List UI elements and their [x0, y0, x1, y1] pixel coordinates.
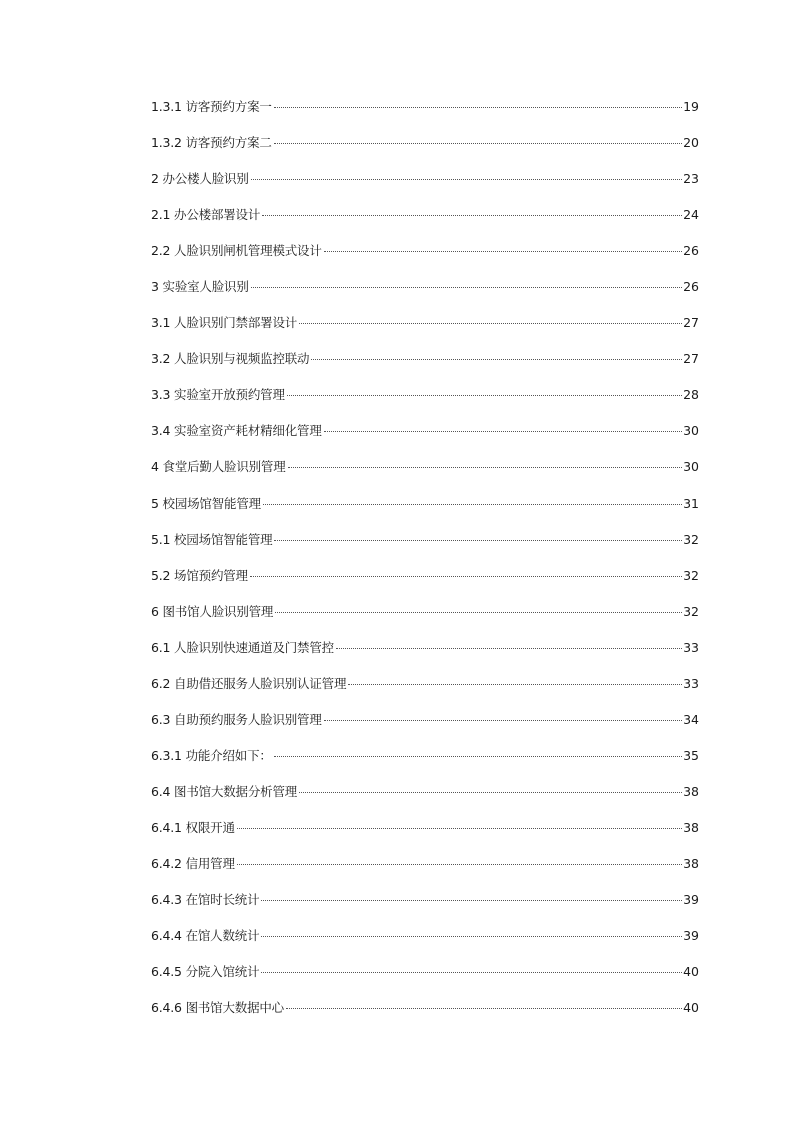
toc-entry[interactable] — [151, 493, 699, 529]
toc-entry-title[interactable]: 5.1 校园场馆智能管理 — [151, 531, 273, 547]
toc-entry-page[interactable]: 39 — [683, 928, 699, 944]
toc-entry-page[interactable]: 23 — [683, 171, 699, 187]
toc-entry[interactable] — [151, 673, 699, 709]
dot-leader — [336, 648, 682, 649]
dot-leader — [274, 143, 682, 144]
toc-entry-page[interactable]: 39 — [683, 892, 699, 908]
toc-entry-title[interactable]: 6.1 人脸识别快速通道及门禁管控 — [151, 639, 334, 655]
toc-entry-title[interactable]: 6.4.1 权限开通 — [151, 819, 235, 835]
toc-entry-page[interactable]: 33 — [683, 639, 699, 655]
dot-leader — [286, 1008, 682, 1009]
dot-leader — [274, 540, 682, 541]
toc-entry-title[interactable]: 1.3.1 访客预约方案一 — [151, 99, 272, 114]
toc-entry[interactable] — [151, 276, 699, 312]
toc-entry-page[interactable]: 32 — [683, 567, 699, 583]
toc-entry-title[interactable]: 6.4 图书馆大数据分析管理 — [151, 783, 298, 799]
toc-entry[interactable] — [151, 312, 699, 348]
toc-entry-title[interactable]: 2.2 人脸识别闸机管理模式设计 — [151, 243, 322, 259]
toc-entry-page[interactable]: 31 — [683, 495, 699, 511]
dot-leader — [251, 287, 682, 288]
dot-leader — [261, 936, 682, 937]
toc-entry-title[interactable]: 6.4.5 分院入馆统计 — [151, 964, 260, 980]
dot-leader — [275, 612, 682, 613]
dot-leader — [311, 359, 682, 360]
toc-entry[interactable] — [151, 132, 699, 168]
dot-leader — [274, 756, 682, 757]
toc-entry[interactable] — [151, 817, 699, 853]
toc-entry[interactable] — [151, 348, 699, 384]
toc-entry[interactable] — [151, 961, 699, 997]
toc-entry[interactable] — [151, 168, 699, 204]
toc-entry-page[interactable]: 40 — [683, 1000, 699, 1016]
toc-entry-title[interactable]: 3.4 实验室资产耗材精细化管理 — [151, 423, 322, 439]
toc-entry-page[interactable]: 24 — [683, 207, 699, 223]
dot-leader — [274, 107, 682, 108]
toc-entry-page[interactable]: 26 — [683, 243, 699, 259]
toc-entry-title[interactable]: 6.4.3 在馆时长统计 — [151, 892, 260, 908]
toc-entry[interactable] — [151, 745, 699, 781]
toc-entry[interactable] — [151, 420, 699, 456]
dot-leader — [299, 323, 682, 324]
dot-leader — [263, 504, 682, 505]
toc-entry-page[interactable]: 30 — [683, 423, 699, 439]
toc-entry-title[interactable]: 6.3.1 功能介绍如下： — [151, 747, 272, 763]
toc-entry[interactable] — [151, 781, 699, 817]
dot-leader — [237, 828, 682, 829]
dot-leader — [237, 864, 682, 865]
toc-entry-title[interactable]: 4 食堂后勤人脸识别管理 — [151, 459, 286, 475]
toc-entry-page[interactable]: 27 — [683, 315, 699, 331]
dot-leader — [261, 972, 682, 973]
toc-entry-page[interactable]: 20 — [683, 135, 699, 151]
toc-entry-title[interactable]: 6.4.6 图书馆大数据中心 — [151, 1000, 284, 1016]
dot-leader — [324, 720, 682, 721]
table-of-contents — [151, 96, 699, 1033]
toc-entry-page[interactable]: 19 — [683, 99, 699, 114]
toc-entry-title[interactable]: 2 办公楼人脸识别 — [151, 171, 249, 187]
toc-entry-title[interactable]: 3.2 人脸识别与视频监控联动 — [151, 351, 310, 367]
toc-entry[interactable] — [151, 456, 699, 492]
dot-leader — [348, 684, 682, 685]
dot-leader — [287, 395, 682, 396]
dot-leader — [251, 179, 682, 180]
toc-entry[interactable] — [151, 204, 699, 240]
dot-leader — [324, 251, 682, 252]
toc-entry-page[interactable]: 32 — [683, 531, 699, 547]
toc-entry-page[interactable]: 33 — [683, 675, 699, 691]
dot-leader — [288, 467, 683, 468]
dot-leader — [324, 431, 682, 432]
dot-leader — [299, 792, 682, 793]
toc-entry-page[interactable]: 38 — [683, 783, 699, 799]
toc-entry[interactable] — [151, 96, 699, 132]
toc-entry[interactable] — [151, 997, 699, 1033]
toc-entry-title[interactable]: 5.2 场馆预约管理 — [151, 567, 248, 583]
toc-entry[interactable] — [151, 889, 699, 925]
toc-entry-page[interactable]: 38 — [683, 819, 699, 835]
toc-entry-page[interactable]: 34 — [683, 711, 699, 727]
toc-entry-title[interactable]: 6.4.2 信用管理 — [151, 855, 235, 871]
toc-entry-title[interactable]: 6 图书馆人脸识别管理 — [151, 603, 274, 619]
toc-entry-title[interactable]: 6.4.4 在馆人数统计 — [151, 928, 260, 944]
toc-entry[interactable] — [151, 853, 699, 889]
toc-entry-title[interactable]: 3.1 人脸识别门禁部署设计 — [151, 315, 298, 331]
toc-entry-page[interactable]: 40 — [683, 964, 699, 980]
toc-entry-title[interactable]: 6.2 自助借还服务人脸识别认证管理 — [151, 675, 347, 691]
toc-entry-page[interactable]: 27 — [683, 351, 699, 367]
toc-entry[interactable] — [151, 709, 699, 745]
toc-entry-title[interactable]: 2.1 办公楼部署设计 — [151, 207, 261, 223]
dot-leader — [250, 576, 682, 577]
toc-entry-title[interactable]: 5 校园场馆智能管理 — [151, 495, 261, 511]
toc-entry-page[interactable]: 38 — [683, 855, 699, 871]
toc-entry[interactable] — [151, 529, 699, 565]
toc-entry-page[interactable]: 26 — [683, 279, 699, 295]
toc-entry-page[interactable]: 28 — [683, 387, 699, 403]
toc-entry[interactable] — [151, 601, 699, 637]
toc-entry-page[interactable]: 30 — [683, 459, 699, 475]
dot-leader — [262, 215, 682, 216]
dot-leader — [261, 900, 682, 901]
toc-entry-title[interactable]: 3 实验室人脸识别 — [151, 279, 249, 295]
toc-entry-title[interactable]: 6.3 自助预约服务人脸识别管理 — [151, 711, 322, 727]
toc-entry-title[interactable]: 3.3 实验室开放预约管理 — [151, 387, 285, 403]
toc-entry[interactable] — [151, 925, 699, 961]
toc-entry[interactable] — [151, 565, 699, 601]
toc-entry-page[interactable]: 32 — [683, 603, 699, 619]
toc-entry[interactable] — [151, 384, 699, 420]
toc-entry-page[interactable]: 35 — [683, 747, 699, 763]
toc-entry[interactable] — [151, 240, 699, 276]
toc-entry-title[interactable]: 1.3.2 访客预约方案二 — [151, 135, 272, 151]
toc-entry[interactable] — [151, 637, 699, 673]
